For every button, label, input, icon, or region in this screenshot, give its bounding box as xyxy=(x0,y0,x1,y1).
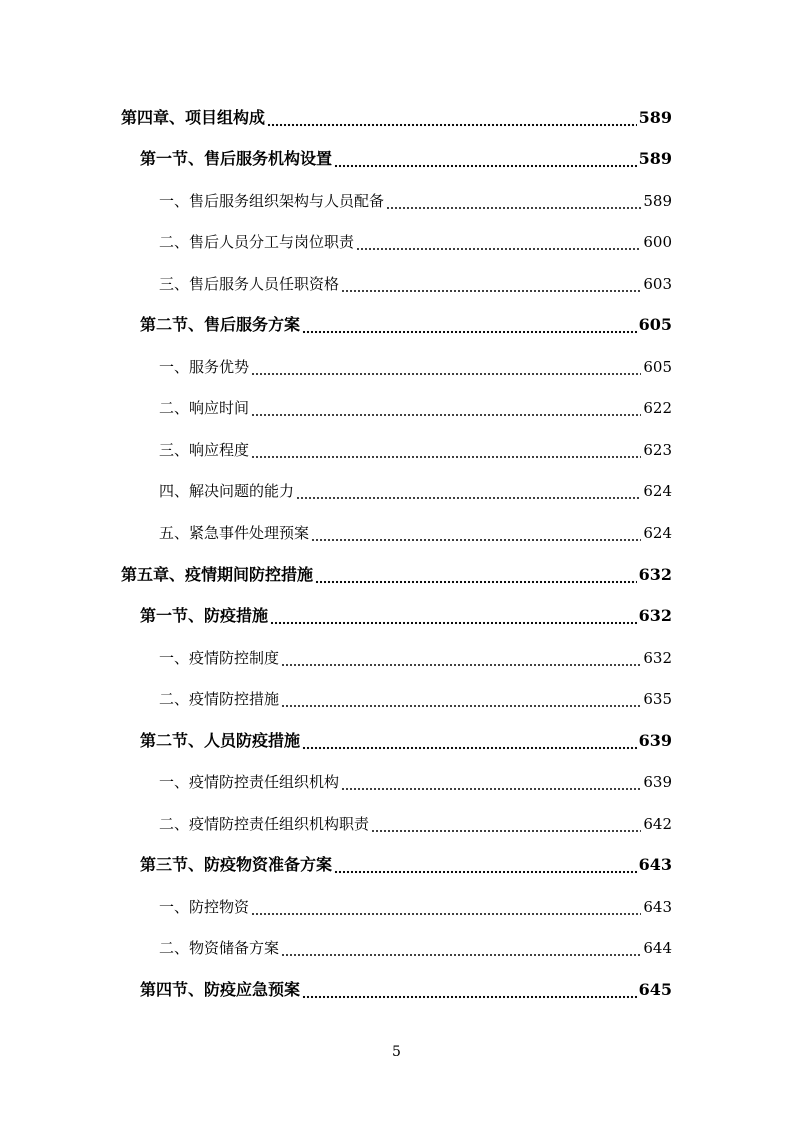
toc-entry-subsection[interactable] xyxy=(159,396,672,420)
toc-entry-label: 五、紧急事件处理预案 xyxy=(159,524,310,542)
dot-leader xyxy=(334,853,637,877)
toc-entry-subsection[interactable] xyxy=(159,521,672,545)
toc-entry-subsection[interactable] xyxy=(159,812,672,836)
dot-leader xyxy=(341,770,641,794)
toc-entry-subsection[interactable] xyxy=(159,355,672,379)
toc-entry-subsection[interactable] xyxy=(159,189,672,213)
toc-entry-page: 632 xyxy=(643,649,672,667)
toc-entry-page: 589 xyxy=(643,192,672,210)
dot-leader xyxy=(281,687,641,711)
toc-entry-page: 639 xyxy=(638,731,672,750)
toc-entry-label: 二、售后人员分工与岗位职责 xyxy=(159,233,355,251)
toc-entry-label: 第四节、防疫应急预案 xyxy=(140,980,301,999)
toc-entry-subsection[interactable] xyxy=(159,936,672,960)
toc-entry-page: 632 xyxy=(638,606,672,625)
toc-entry-label: 一、疫情防控制度 xyxy=(159,649,280,667)
dot-leader xyxy=(251,895,641,919)
toc-entry-label: 第五章、疫情期间防控措施 xyxy=(121,565,314,584)
dot-leader xyxy=(270,604,637,628)
dot-leader xyxy=(267,106,637,130)
toc-entry-label: 一、疫情防控责任组织机构 xyxy=(159,773,340,791)
toc-entry-page: 639 xyxy=(643,773,672,791)
dot-leader xyxy=(341,272,641,296)
toc-entry-subsection[interactable] xyxy=(159,646,672,670)
toc-entry-label: 三、响应程度 xyxy=(159,441,250,459)
toc-entry-label: 二、疫情防控责任组织机构职责 xyxy=(159,815,370,833)
dot-leader xyxy=(315,563,637,587)
dot-leader xyxy=(251,438,641,462)
page-number: 5 xyxy=(392,1044,401,1060)
toc-entry-label: 第二节、售后服务方案 xyxy=(140,315,301,334)
dot-leader xyxy=(251,396,641,420)
toc-entry-label: 第四章、项目组构成 xyxy=(121,108,266,127)
toc-entry-page: 589 xyxy=(638,108,672,127)
toc-entry-label: 四、解决问题的能力 xyxy=(159,482,295,500)
toc-entry-page: 624 xyxy=(643,524,672,542)
toc-entry-label: 第二节、人员防疫措施 xyxy=(140,731,301,750)
toc-entry-label: 第一节、防疫措施 xyxy=(140,606,269,625)
toc-entry-subsection[interactable] xyxy=(159,895,672,919)
toc-entry-section[interactable] xyxy=(140,853,672,877)
dot-leader xyxy=(281,936,641,960)
toc-entry-label: 三、售后服务人员任职资格 xyxy=(159,275,340,293)
dot-leader xyxy=(296,479,641,503)
toc-entry-label: 二、响应时间 xyxy=(159,399,250,417)
dot-leader xyxy=(281,646,641,670)
toc-entry-section[interactable] xyxy=(140,729,672,753)
toc-entry-label: 一、服务优势 xyxy=(159,358,250,376)
toc-entry-page: 635 xyxy=(643,690,672,708)
toc-entry-subsection[interactable] xyxy=(159,687,672,711)
dot-leader xyxy=(251,355,641,379)
dot-leader xyxy=(302,978,637,1002)
dot-leader xyxy=(334,147,637,171)
toc-entry-label: 第三节、防疫物资准备方案 xyxy=(140,855,333,874)
toc-entry-label: 一、防控物资 xyxy=(159,898,250,916)
toc-entry-page: 645 xyxy=(638,980,672,999)
dot-leader xyxy=(371,812,641,836)
toc-entry-page: 643 xyxy=(638,855,672,874)
toc-entry-chapter[interactable] xyxy=(121,106,672,130)
toc-entry-subsection[interactable] xyxy=(159,438,672,462)
toc-entry-label: 二、物资储备方案 xyxy=(159,939,280,957)
toc-entry-section[interactable] xyxy=(140,604,672,628)
toc-entry-subsection[interactable] xyxy=(159,479,672,503)
toc-entry-page: 632 xyxy=(638,565,672,584)
toc-entry-label: 第一节、售后服务机构设置 xyxy=(140,149,333,168)
toc-entry-subsection[interactable] xyxy=(159,770,672,794)
dot-leader xyxy=(302,313,637,337)
dot-leader xyxy=(311,521,641,545)
toc-entry-label: 二、疫情防控措施 xyxy=(159,690,280,708)
toc-entry-section[interactable] xyxy=(140,313,672,337)
toc-entry-page: 622 xyxy=(643,399,672,417)
toc-entry-page: 605 xyxy=(638,315,672,334)
toc-entry-page: 603 xyxy=(643,275,672,293)
toc-entry-section[interactable] xyxy=(140,978,672,1002)
toc-entry-page: 623 xyxy=(643,441,672,459)
dot-leader xyxy=(356,230,641,254)
dot-leader xyxy=(302,729,637,753)
toc-entry-subsection[interactable] xyxy=(159,272,672,296)
toc-entry-page: 624 xyxy=(643,482,672,500)
toc-entry-page: 589 xyxy=(638,149,672,168)
toc-entry-page: 642 xyxy=(643,815,672,833)
toc-entry-page: 644 xyxy=(643,939,672,957)
toc-entry-chapter[interactable] xyxy=(121,563,672,587)
toc-entry-page: 643 xyxy=(643,898,672,916)
toc-entry-page: 600 xyxy=(643,233,672,251)
toc-entry-subsection[interactable] xyxy=(159,230,672,254)
dot-leader xyxy=(386,189,641,213)
toc-entry-section[interactable] xyxy=(140,147,672,171)
toc-entry-page: 605 xyxy=(643,358,672,376)
toc-entry-label: 一、售后服务组织架构与人员配备 xyxy=(159,192,385,210)
